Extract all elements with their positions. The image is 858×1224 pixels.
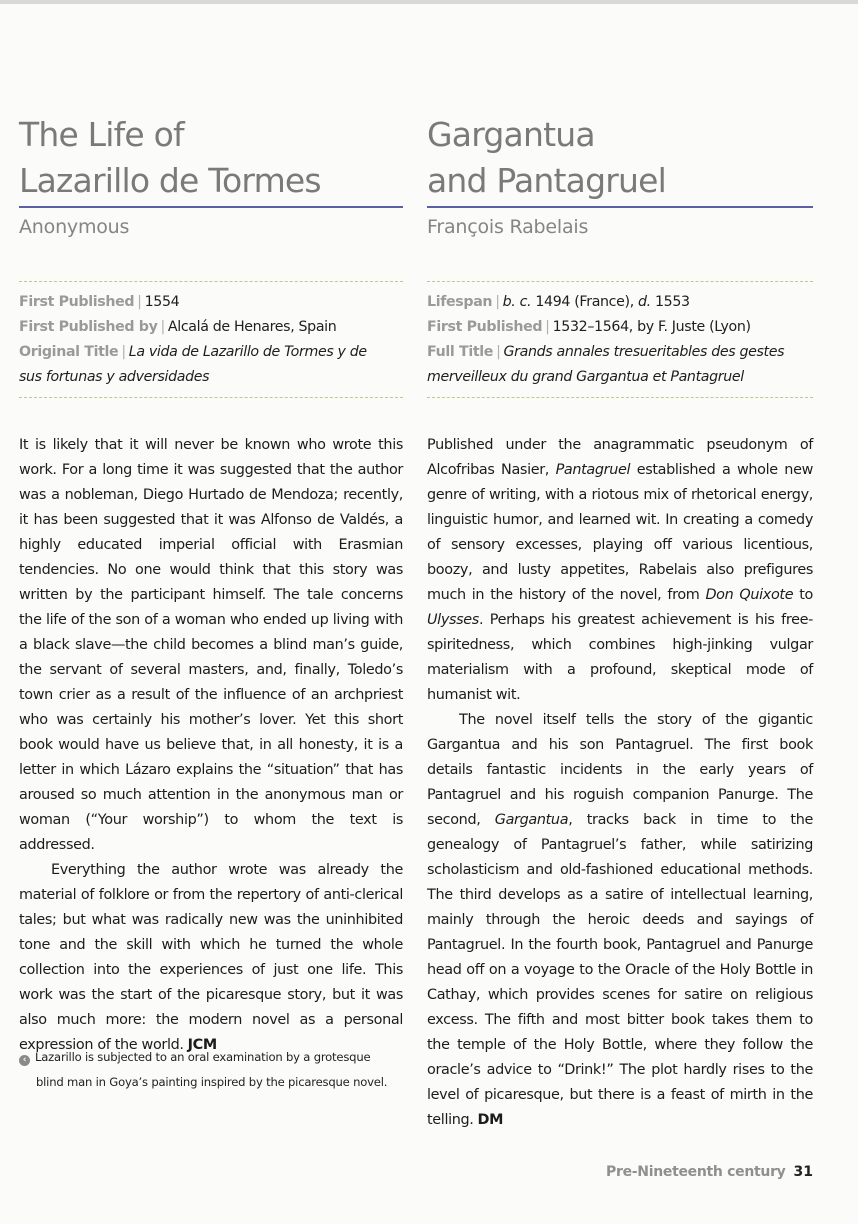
title-line-1: Gargantua	[427, 115, 595, 154]
image-caption	[19, 1045, 403, 1095]
meta-full-title: Full Title | Grands annales tresueritables des gestes	[427, 344, 785, 360]
title-divider	[427, 206, 813, 208]
meta-first-published-by: First Published by | Alcalá de Henares, Spain	[19, 319, 337, 335]
meta-first-published: First Published | 1554	[19, 294, 180, 310]
caption-line-1: ‹ Lazarillo is subjected to an oral examination by a grotesque	[19, 1045, 403, 1070]
entry-gargantua	[427, 112, 813, 1133]
section-name: Pre-Nineteenth century	[606, 1164, 786, 1180]
entry-author: Anonymous	[19, 216, 130, 238]
body-paragraph: It is likely that it will never be known who wrote this work. For a long time it was suggested that the author was a nobleman, Diego Hurtado de Mendoza; recently, it has been suggested that it was Alfonso de Valdés, a highly educated imperial official with Erasmian tendencies. No one would think that this story was written by the participant himself. The tale concerns the life of the son of a woman who ended up living with a black slave—the child becomes a blind man’s guide, the servant of several masters, and, finally, Toledo’s town crier as a result of the influence of an archpriest who was certainly his mother’s lover. Yet this short book would have us believe that, in all honesty, it is a letter in which Lázaro explains the “situation” that has aroused so much attention in the anonymous man or woman (“Your worship”) to whom the text is addressed.	[19, 437, 403, 853]
meta-first-published: First Published | 1532–1564, by F. Juste (Lyon)	[427, 319, 751, 335]
entry-lazarillo	[19, 112, 403, 1058]
body-paragraph: The novel itself tells the story of the gigantic Gargantua and his son Pantagruel. The first book details fantastic incidents in the early years of Pantagruel and his roguish companion Panurge. The second, Gargantua, tracks back in time to the genealogy of Pantagruel’s father, while satirizing scholasticism and old-fashioned educational methods. The third develops as a satire of intellectual learning, mainly through the heroic deeds and sayings of Pantagruel. In the fourth book, Pantagruel and Panurge head off on a voyage to the Oracle of the Holy Bottle in Cathay, which provides scenes for satire on religious excess. The fifth and most bitter book takes them to the temple of the Holy Bottle, where they follow the oracle’s advice to “Drink!” The plot hardly rises to the level of picaresque, but there is a feast of mirth in the telling. DM	[427, 712, 813, 1128]
meta-original-title: Original Title | La vida de Lazarillo de Tormes y de	[19, 344, 367, 360]
body-paragraph: Everything the author wrote was already the material of folklore or from the repertory of anti-clerical tales; but what was radically new was the uninhibited tone and the skill with which he turned the whole collection into the experiences of just one life. This work was the start of the picaresque story, but it was also much more: the modern novel as a personal expression of the world. JCM	[19, 862, 403, 1053]
meta-original-title-cont: sus fortunas y adversidades	[19, 369, 210, 385]
entry-metadata	[427, 282, 813, 397]
title-line-2: and Pantagruel	[427, 161, 666, 200]
title-line-2: Lazarillo de Tormes	[19, 161, 321, 200]
author-signature: DM	[477, 1112, 504, 1128]
entry-title	[19, 112, 403, 204]
entry-metadata	[19, 282, 403, 397]
entry-title	[427, 112, 813, 204]
caption-line-2: blind man in Goya’s painting inspired by the picaresque novel.	[36, 1075, 388, 1089]
meta-lifespan: Lifespan | b. c. 1494 (France), d. 1553	[427, 294, 690, 310]
title-line-1: The Life of	[19, 115, 184, 154]
page-number: 31	[793, 1164, 813, 1180]
meta-divider-bottom	[19, 397, 403, 398]
meta-full-title-cont: merveilleux du grand Gargantua et Pantagruel	[427, 369, 744, 385]
author-signature: JCM	[187, 1037, 217, 1053]
meta-divider-bottom	[427, 397, 813, 398]
page-footer	[606, 1164, 813, 1180]
entry-author: François Rabelais	[427, 216, 589, 238]
left-arrow-circle-icon: ‹	[19, 1055, 30, 1066]
body-paragraph: Published under the anagrammatic pseudonym of Alcofribas Nasier, Pantagruel established a whole new genre of writing, with a riotous mix of rhetorical energy, linguistic humor, and learned wit. In creating a comedy of sensory excesses, playing off various licentious, boozy, and lusty appetites, Rabelais also prefigures much in the history of the novel, from Don Quixote to Ulysses. Perhaps his greatest achievement is his free-spiritedness, which combines high-jinking vulgar materialism with a profound, skeptical mode of humanist wit.	[427, 437, 813, 703]
entry-body	[427, 433, 813, 1133]
title-divider	[19, 206, 403, 208]
page-top-edge	[0, 0, 858, 4]
entry-body	[19, 433, 403, 1058]
